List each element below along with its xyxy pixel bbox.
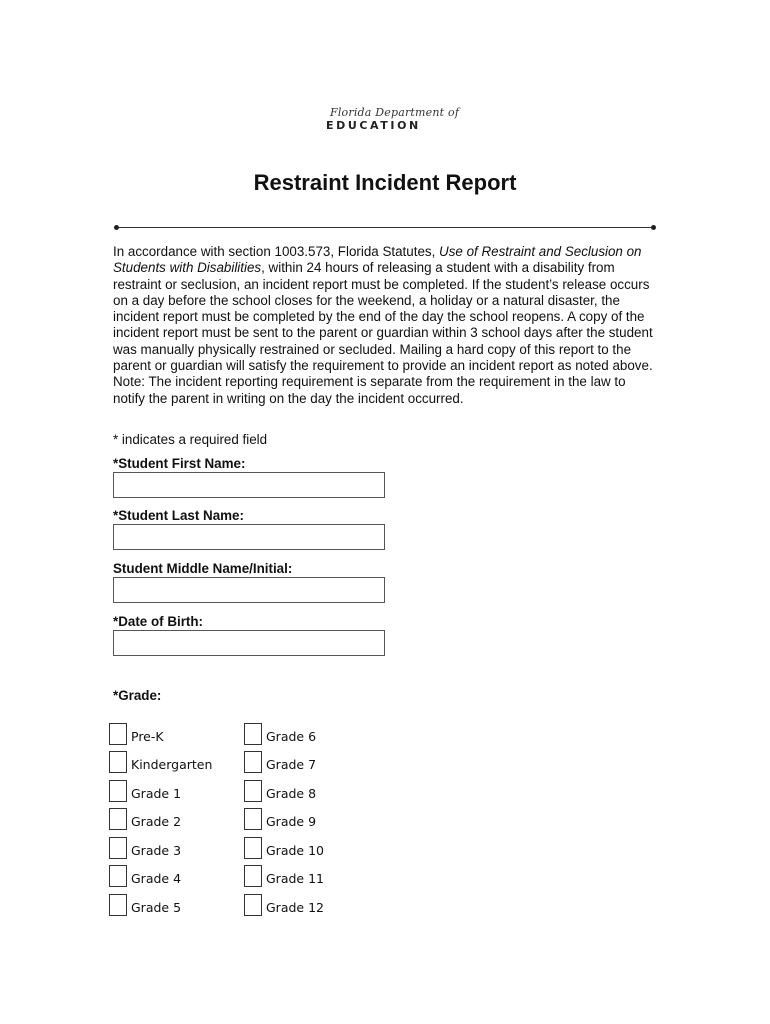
checkbox[interactable] bbox=[109, 780, 127, 802]
grade-option-label: Grade 2 bbox=[131, 814, 182, 829]
logo-script-text: Florida Department of bbox=[330, 106, 460, 119]
grade-option-label: Grade 11 bbox=[266, 871, 324, 886]
checkbox[interactable] bbox=[109, 837, 127, 859]
checkbox[interactable] bbox=[109, 808, 127, 830]
grade-option-label: Grade 4 bbox=[131, 871, 182, 886]
grade-option-label: Grade 10 bbox=[266, 843, 324, 858]
grade-option-label: Grade 9 bbox=[266, 814, 317, 829]
grade-option-label: Grade 1 bbox=[131, 786, 182, 801]
last-name-input[interactable] bbox=[113, 524, 385, 550]
grade-option-label: Grade 12 bbox=[266, 900, 324, 915]
first-name-label: *Student First Name: bbox=[113, 456, 246, 471]
divider-dot-right bbox=[651, 225, 656, 230]
middle-name-input[interactable] bbox=[113, 577, 385, 603]
grade-label: *Grade: bbox=[113, 688, 162, 703]
last-name-label: *Student Last Name: bbox=[113, 508, 244, 523]
checkbox[interactable] bbox=[244, 808, 262, 830]
grade-option-label: Pre-K bbox=[131, 729, 164, 744]
grade-option-label: Kindergarten bbox=[131, 757, 213, 772]
middle-name-label: Student Middle Name/Initial: bbox=[113, 561, 293, 576]
checkbox[interactable] bbox=[244, 894, 262, 916]
checkbox[interactable] bbox=[109, 751, 127, 773]
checkbox[interactable] bbox=[244, 865, 262, 887]
dob-label: *Date of Birth: bbox=[113, 614, 204, 629]
checkbox[interactable] bbox=[109, 865, 127, 887]
title-divider bbox=[116, 227, 654, 228]
first-name-input[interactable] bbox=[113, 472, 385, 498]
dob-input[interactable] bbox=[113, 630, 385, 656]
checkbox[interactable] bbox=[244, 837, 262, 859]
checkbox[interactable] bbox=[109, 723, 127, 745]
intro-text-1: In accordance with section 1003.573, Florida Statutes, bbox=[113, 244, 440, 259]
logo-wordmark: EDUCATION bbox=[326, 119, 421, 132]
required-field-note: * indicates a required field bbox=[113, 432, 268, 447]
checkbox[interactable] bbox=[244, 780, 262, 802]
checkbox[interactable] bbox=[109, 894, 127, 916]
divider-dot-left bbox=[114, 225, 119, 230]
intro-paragraph bbox=[113, 244, 658, 407]
checkbox[interactable] bbox=[244, 751, 262, 773]
grade-option-label: Grade 7 bbox=[266, 757, 317, 772]
grade-option-label: Grade 6 bbox=[266, 729, 317, 744]
checkbox[interactable] bbox=[244, 723, 262, 745]
fdoe-logo bbox=[324, 106, 460, 136]
page-title: Restraint Incident Report bbox=[253, 170, 517, 195]
grade-option-label: Grade 8 bbox=[266, 786, 317, 801]
intro-text-2: , within 24 hours of releasing a student with a disability from restraint or seclusion, an incident report must be completed. If the student’s release occurs on a day before the school closes for the weekend, a holiday or a natural disaster, the incident report must be completed by the end of the day the school reopens. A copy of the incident report must be sent to the parent or guardian within 3 school days after the student was manually physically restrained or secluded. Mailing a hard copy of this report to the parent or guardian will satisfy the requirement to provide an incident report as noted above. Note: The incident reporting requirement is separate from the requirement in the law to notify the parent in writing on the day the incident occurred. bbox=[113, 260, 653, 406]
intro-statute-title: Use of Restraint and Seclusion on Students with Disabilities bbox=[113, 244, 642, 276]
grade-option-label: Grade 5 bbox=[131, 900, 182, 915]
grade-option-label: Grade 3 bbox=[131, 843, 182, 858]
